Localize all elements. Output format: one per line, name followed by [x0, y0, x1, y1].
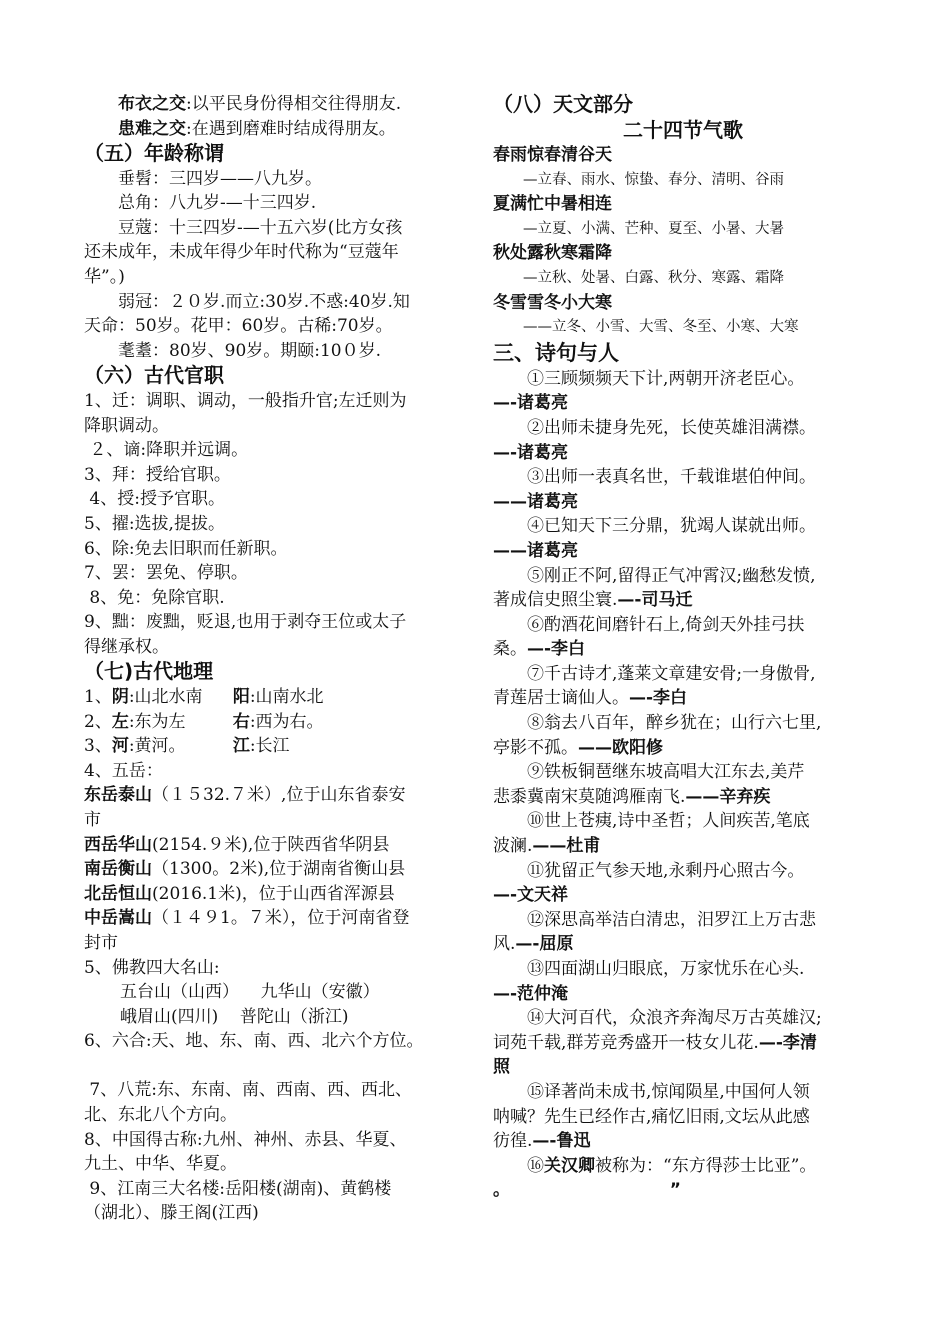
mountain-name: 北岳恒山 — [84, 883, 152, 904]
poem-line — [493, 1080, 873, 1105]
geo-pair-line — [84, 710, 464, 735]
age-line: 总角：八九岁-—十三四岁. — [118, 193, 317, 214]
official-line: 1、迁：调职、调动，一般指升官;左迁则为 — [84, 390, 407, 411]
mountain-line — [84, 906, 464, 931]
mountain-desc: （１５32.７米）,位于山东省泰安 — [152, 785, 406, 806]
poem-text: 桑。 — [493, 639, 527, 660]
buddhist-row: 五台山（山西） 九华山（安徽） — [120, 982, 380, 1003]
geo-pair-line — [84, 685, 464, 710]
poem-author: 照 — [493, 1057, 510, 1078]
poem-text: 风. — [493, 934, 516, 955]
poem-text: 词苑千载,群芳竞秀盛开一枝女儿花. — [493, 1032, 759, 1053]
poem-line — [493, 564, 873, 589]
song-terms: —立春、雨水、惊蛰、春分、清明、谷雨 — [523, 171, 784, 188]
geo-term: 阴 — [111, 686, 129, 707]
poem-text: 著成信史照尘寰. — [493, 590, 618, 611]
geo-line: 九土、中华、华夏。 — [84, 1154, 237, 1175]
poem-text: ①三顾频频天下计,两朝开济老臣心。 — [527, 368, 805, 389]
poem-line — [493, 367, 873, 392]
geo-def: :山南水北 — [249, 686, 324, 707]
geo-term: 江 — [232, 736, 250, 757]
official-line: 6、除:免去旧职而任新职。 — [84, 538, 288, 559]
poem-author: ——杜甫 — [532, 836, 601, 857]
poem-line — [493, 908, 873, 933]
geo-term: 左 — [111, 711, 129, 732]
geo-def: :东为左 — [128, 711, 186, 732]
geo-number: 1、 — [84, 686, 112, 707]
mountain-desc: 市 — [84, 809, 101, 830]
mountain-line — [84, 808, 464, 833]
poem-author: —-鲁迅 — [532, 1131, 591, 1152]
friend-line — [84, 92, 464, 117]
poem-author: —-文天祥 — [493, 885, 569, 906]
poem-line — [493, 736, 873, 761]
poem-text: 波澜. — [493, 836, 533, 857]
section-title-astronomy: （八）天文部分 — [493, 92, 633, 116]
buddhist-row: 峨眉山(四川) 普陀山（浙江) — [120, 1006, 349, 1027]
geo-line: 6、六合:天、地、东、南、西、北六个方位。 — [84, 1031, 424, 1052]
poem-text: ⑬四面湖山归眼底，万家忧乐在心头. — [527, 959, 805, 979]
age-line: 还未成年，未成年得少年时代称为“豆蔻年 — [84, 242, 399, 263]
poem-line — [493, 760, 873, 785]
geo-def: :长江 — [249, 736, 290, 757]
poem-line — [493, 809, 873, 834]
poem-line — [493, 637, 873, 662]
friend-term: 患难之交 — [118, 118, 186, 139]
poem-line — [493, 465, 873, 490]
poem-author: —-李白 — [527, 639, 586, 660]
mountain-desc: 封市 — [84, 932, 118, 953]
mountain-line — [84, 882, 464, 907]
friend-line — [84, 117, 464, 142]
mountain-line — [84, 783, 464, 808]
poem-author: 关汉卿 — [544, 1155, 595, 1176]
mountain-desc: （1300。2米),位于湖南省衡山县 — [152, 859, 406, 880]
official-line: 4、授:授予官职。 — [84, 489, 225, 510]
age-line: 华”。) — [84, 267, 125, 288]
geo-line: 北、东北八个方向。 — [84, 1105, 237, 1126]
poem-text: ⑥酌酒花间磨针石上,倚剑天外挂弓扶 — [527, 614, 805, 635]
poem-line — [493, 957, 873, 982]
poem-text: ⑭大河百代，众浪齐奔淘尽万古英雄汉; — [527, 1008, 822, 1029]
poem-text: 悲黍冀南宋莫随鸿雁南飞. — [493, 786, 686, 807]
mountain-desc: (2016.1米)，位于山西省浑源县 — [152, 883, 395, 904]
mountain-line — [84, 833, 464, 858]
poem-text: ⑯ — [527, 1155, 544, 1176]
poem-line — [493, 932, 873, 957]
poem-author: —-诸葛亮 — [493, 393, 569, 414]
poem-line — [493, 1129, 873, 1154]
poem-text: ⑨铁板铜琶继东坡高唱大江东去,美芹 — [527, 762, 805, 783]
poem-line — [493, 834, 873, 859]
poem-author: —-李清 — [758, 1032, 817, 1053]
poem-text: ③出师一表真名世，千载谁堪伯仲间。 — [527, 467, 816, 488]
poem-text: ⑪犹留正气参天地,永剩丹心照古今。 — [527, 860, 805, 881]
geo-line — [84, 1054, 464, 1079]
poem-line — [493, 416, 873, 441]
mountain-name: 东岳泰山 — [84, 785, 152, 806]
age-line: 豆蔻：十三四岁-—十五六岁(比方女孩 — [118, 217, 403, 238]
poem-line — [493, 1031, 873, 1056]
poem-text: ⑦千古诗才,蓬莱文章建安骨;一身傲骨, — [527, 663, 816, 684]
song-title: 二十四节气歌 — [623, 117, 743, 142]
mountain-desc: (2154.９米),位于陕西省华阴县 — [152, 834, 390, 855]
right-column — [493, 92, 873, 1203]
poem-author: —-屈原 — [515, 934, 574, 955]
poem-line — [493, 785, 873, 810]
mountain-name: 西岳华山 — [84, 834, 152, 855]
poem-line — [493, 588, 873, 613]
song-terms: —立夏、小满、芒种、夏至、小暑、大暑 — [523, 220, 784, 237]
section-title-age: （五）年龄称谓 — [84, 141, 224, 166]
official-line: 得继承权。 — [84, 636, 169, 657]
geo-pair-line — [84, 734, 464, 759]
mountain-desc: （１４９1。７米），位于河南省登 — [152, 908, 410, 929]
wuyue-label: 4、五岳： — [84, 760, 163, 781]
poem-line — [493, 686, 873, 711]
geo-term: 阳 — [232, 686, 250, 707]
geo-term: 河 — [111, 736, 129, 757]
official-line: ２、谪:降职并远调。 — [84, 440, 249, 461]
left-column — [84, 92, 464, 1226]
poem-author: ——诸葛亮 — [493, 540, 578, 561]
poem-text: ⑩世上苍痍,诗中圣哲；人间疾苦,笔底 — [527, 811, 810, 832]
official-line: 8、免：免除官职. — [84, 587, 225, 608]
song-verse: 夏满忙中暑相连 — [493, 194, 612, 215]
poem-line — [493, 613, 873, 638]
poem-text: ④已知天下三分鼎，犹竭人谋就出师。 — [527, 516, 816, 537]
geo-def: :黄河。 — [128, 736, 186, 757]
geo-line: 8、中国得古称:九州、神州、赤县、华夏、 — [84, 1129, 407, 1150]
geo-line: （湖北）、滕王阁(江西) — [84, 1203, 259, 1224]
poem-text: 青莲居士谪仙人。 — [493, 688, 629, 709]
poem-author: —-司马迁 — [617, 590, 693, 611]
poem-line — [493, 662, 873, 687]
poem-text: ⑤刚正不阿,留得正气冲霄汉;幽愁发愤, — [527, 565, 816, 586]
mountain-line — [84, 857, 464, 882]
section-title-poems: 三、诗句与人 — [493, 340, 619, 365]
mountain-name: 中岳嵩山 — [84, 908, 152, 929]
geo-line: 7、八荒:东、东南、南、西南、西、西北、 — [84, 1080, 412, 1101]
section-title-official: （六）古代官职 — [84, 363, 224, 388]
age-line: 天命：50岁。花甲：60岁。古稀:70岁。 — [84, 316, 393, 337]
friend-def: :以平民身份得相交往得朋友. — [186, 94, 402, 114]
poem-line — [493, 711, 873, 736]
poem-author: ——诸葛亮 — [493, 491, 578, 512]
poem-line — [493, 1006, 873, 1031]
geo-def: :山北水南 — [128, 686, 203, 707]
poem-line-last — [493, 1154, 873, 1179]
age-line: 垂髫：三四岁——八九岁。 — [118, 168, 322, 189]
buddhist-label: 5、佛教四大名山: — [84, 957, 220, 978]
mountain-line — [84, 931, 464, 956]
friend-term: 布衣之交 — [118, 94, 186, 114]
official-line: 7、罢：罢免、停职。 — [84, 563, 248, 584]
official-line: 5、擢:选拔,提拔。 — [84, 513, 225, 534]
mountain-name: 南岳衡山 — [84, 859, 152, 880]
poem-text: 被称为：“东方得莎士比亚”。 — [595, 1155, 817, 1176]
poem-text: ⑮译著尚未成书,惊闻陨星,中国何人领 — [527, 1081, 810, 1102]
poem-text: 亭影不孤。 — [493, 737, 578, 758]
age-line: 耄耋：80岁、90岁。期颐:10０岁. — [118, 340, 382, 361]
official-line: 降职调动。 — [84, 415, 169, 436]
poem-author: ——辛弃疾 — [685, 786, 771, 807]
poem-line — [493, 1105, 873, 1130]
poem-author: —-范仲淹 — [493, 983, 569, 1004]
official-line: 3、拜：授给官职。 — [84, 464, 231, 485]
geo-line: 9、江南三大名楼:岳阳楼(湖南)、黄鹤楼 — [84, 1178, 392, 1199]
poem-line — [493, 514, 873, 539]
age-line: 弱冠：２０岁.而立:30岁.不惑:40岁.知 — [118, 291, 410, 312]
poem-line — [493, 859, 873, 884]
poem-text: 呐喊？先生已经作古,痛忆旧雨,文坛从此感 — [493, 1106, 810, 1127]
poem-author: —-李白 — [629, 688, 688, 709]
song-terms: ——立冬、小雪、大雪、冬至、小寒、大寒 — [523, 319, 799, 336]
friend-def: :在遇到磨难时结成得朋友。 — [186, 118, 396, 139]
geo-number: 3、 — [84, 736, 112, 757]
geo-term: 右 — [232, 711, 250, 732]
section-title-geography: （七)古代地理 — [84, 659, 214, 684]
poem-text: ⑧翁去八百年，醉乡犹在；山行六七里, — [527, 713, 822, 734]
poem-author: —-诸葛亮 — [493, 442, 569, 463]
song-verse: 秋处露秋寒霜降 — [493, 243, 612, 264]
song-terms: —立秋、处暑、白露、秋分、寒露、霜降 — [523, 269, 784, 286]
song-verse: 春雨惊春清谷天 — [493, 145, 612, 165]
poem-text: ②出师未捷身先死，长使英雄泪满襟。 — [527, 417, 816, 438]
trailing-marks: 。 ” — [493, 1180, 681, 1201]
poem-author: ——欧阳修 — [578, 737, 663, 758]
official-line: 9、黜：废黜，贬退,也用于剥夺王位或太子 — [84, 612, 407, 633]
geo-def: :西为右。 — [249, 711, 324, 732]
song-verse: 冬雪雪冬小大寒 — [493, 292, 612, 313]
poem-text: 彷徨. — [493, 1131, 533, 1152]
geo-number: 2、 — [84, 711, 112, 732]
poem-text: ⑫深思高举洁白清忠，汨罗江上万古悲 — [527, 909, 816, 930]
